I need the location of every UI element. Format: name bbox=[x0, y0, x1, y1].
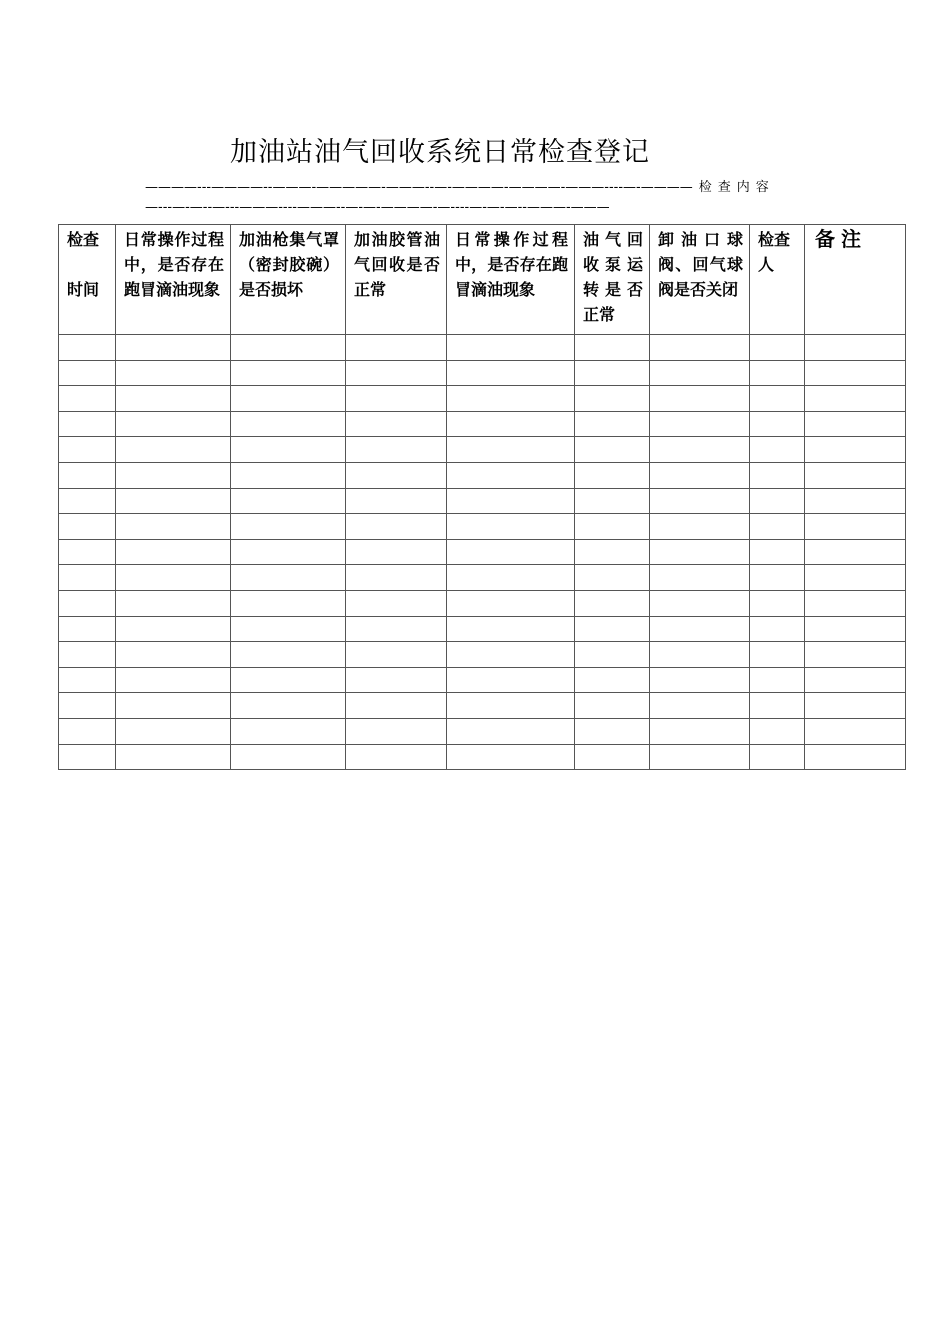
table-cell[interactable] bbox=[116, 667, 231, 693]
table-row bbox=[59, 335, 906, 361]
table-row bbox=[59, 565, 906, 591]
table-cell[interactable] bbox=[650, 642, 750, 668]
table-cell[interactable] bbox=[231, 488, 346, 514]
header-recovery-pump: 油气回收泵运转是否正常 bbox=[575, 225, 650, 335]
table-cell[interactable] bbox=[447, 642, 575, 668]
table-cell[interactable] bbox=[231, 539, 346, 565]
table-body bbox=[59, 335, 906, 770]
table-cell[interactable] bbox=[231, 744, 346, 770]
table-row bbox=[59, 360, 906, 386]
table-cell[interactable] bbox=[346, 744, 447, 770]
table-cell[interactable] bbox=[575, 693, 650, 719]
table-cell[interactable] bbox=[116, 411, 231, 437]
table-cell[interactable] bbox=[575, 386, 650, 412]
table-cell[interactable] bbox=[575, 718, 650, 744]
table-cell[interactable] bbox=[650, 462, 750, 488]
table-cell[interactable] bbox=[650, 335, 750, 361]
table-cell[interactable] bbox=[346, 539, 447, 565]
table-row bbox=[59, 616, 906, 642]
table-cell[interactable] bbox=[346, 693, 447, 719]
table-cell[interactable] bbox=[116, 744, 231, 770]
table-cell[interactable] bbox=[116, 693, 231, 719]
table-cell[interactable] bbox=[116, 616, 231, 642]
table-row bbox=[59, 667, 906, 693]
table-cell[interactable] bbox=[575, 642, 650, 668]
subtitle-inspection-content: 检查内容 bbox=[698, 180, 775, 195]
table-cell[interactable] bbox=[650, 360, 750, 386]
table-row bbox=[59, 718, 906, 744]
table-cell[interactable] bbox=[59, 565, 116, 591]
table-cell[interactable] bbox=[346, 437, 447, 463]
table-cell[interactable] bbox=[805, 667, 906, 693]
table-cell[interactable] bbox=[750, 667, 805, 693]
table-cell[interactable] bbox=[750, 488, 805, 514]
table-cell[interactable] bbox=[447, 693, 575, 719]
table-cell[interactable] bbox=[346, 718, 447, 744]
table-cell[interactable] bbox=[447, 718, 575, 744]
table-cell[interactable] bbox=[346, 642, 447, 668]
table-cell[interactable] bbox=[231, 565, 346, 591]
table-cell[interactable] bbox=[805, 642, 906, 668]
table-cell[interactable] bbox=[116, 437, 231, 463]
table-cell[interactable] bbox=[59, 744, 116, 770]
table-cell[interactable] bbox=[231, 693, 346, 719]
table-cell[interactable] bbox=[231, 386, 346, 412]
table-cell[interactable] bbox=[116, 539, 231, 565]
table-cell[interactable] bbox=[59, 642, 116, 668]
table-cell[interactable] bbox=[750, 335, 805, 361]
table-cell[interactable] bbox=[805, 616, 906, 642]
table-cell[interactable] bbox=[650, 693, 750, 719]
table-cell[interactable] bbox=[750, 642, 805, 668]
table-cell[interactable] bbox=[116, 386, 231, 412]
table-cell[interactable] bbox=[575, 744, 650, 770]
table-cell[interactable] bbox=[750, 565, 805, 591]
table-cell[interactable] bbox=[59, 514, 116, 540]
separator-line-2: —---—-—--—---———----———--—-—-————-—----—-—-—--———-——— bbox=[145, 200, 610, 215]
table-cell[interactable] bbox=[750, 718, 805, 744]
table-cell[interactable] bbox=[805, 437, 906, 463]
table-cell[interactable] bbox=[575, 335, 650, 361]
table-cell[interactable] bbox=[59, 616, 116, 642]
table-cell[interactable] bbox=[805, 488, 906, 514]
table-cell[interactable] bbox=[116, 718, 231, 744]
table-cell[interactable] bbox=[575, 565, 650, 591]
table-cell[interactable] bbox=[650, 437, 750, 463]
header-nozzle-vapor-cover: 加油枪集气罩（密封胶碗）是否损坏 bbox=[231, 225, 346, 335]
table-cell[interactable] bbox=[59, 718, 116, 744]
table-cell[interactable] bbox=[346, 565, 447, 591]
table-cell[interactable] bbox=[59, 462, 116, 488]
table-cell[interactable] bbox=[447, 335, 575, 361]
table-cell[interactable] bbox=[231, 718, 346, 744]
table-row bbox=[59, 744, 906, 770]
table-cell[interactable] bbox=[59, 539, 116, 565]
table-cell[interactable] bbox=[346, 386, 447, 412]
header-inspection-time bbox=[59, 225, 116, 335]
table-cell[interactable] bbox=[650, 565, 750, 591]
table-cell[interactable] bbox=[59, 411, 116, 437]
table-cell[interactable] bbox=[346, 488, 447, 514]
table-cell[interactable] bbox=[805, 335, 906, 361]
table-cell[interactable] bbox=[575, 462, 650, 488]
table-cell[interactable] bbox=[59, 488, 116, 514]
table-cell[interactable] bbox=[650, 488, 750, 514]
table-row bbox=[59, 437, 906, 463]
table-cell[interactable] bbox=[750, 386, 805, 412]
table-cell[interactable] bbox=[447, 488, 575, 514]
table-cell[interactable] bbox=[575, 667, 650, 693]
table-cell[interactable] bbox=[650, 411, 750, 437]
table-cell[interactable] bbox=[650, 386, 750, 412]
table-cell[interactable] bbox=[447, 386, 575, 412]
table-cell[interactable] bbox=[750, 590, 805, 616]
table-row bbox=[59, 514, 906, 540]
table-cell[interactable] bbox=[346, 411, 447, 437]
table-cell[interactable] bbox=[575, 411, 650, 437]
table-cell[interactable] bbox=[650, 667, 750, 693]
table-row bbox=[59, 590, 906, 616]
table-cell[interactable] bbox=[346, 462, 447, 488]
table-cell[interactable] bbox=[447, 360, 575, 386]
table-cell[interactable] bbox=[750, 744, 805, 770]
page-title: 加油站油气回收系统日常检查登记 bbox=[230, 137, 650, 168]
header-inspection-time-label: 检查 时间 bbox=[67, 230, 100, 299]
table-row bbox=[59, 411, 906, 437]
table-cell[interactable] bbox=[346, 360, 447, 386]
table-cell[interactable] bbox=[575, 616, 650, 642]
table-cell[interactable] bbox=[447, 437, 575, 463]
header-unloading-valve: 卸油口球阀、回气球阀是否关闭 bbox=[650, 225, 750, 335]
table-cell[interactable] bbox=[805, 411, 906, 437]
table-cell[interactable] bbox=[805, 514, 906, 540]
table-cell[interactable] bbox=[231, 642, 346, 668]
table-row bbox=[59, 488, 906, 514]
table-cell[interactable] bbox=[346, 335, 447, 361]
table-cell[interactable] bbox=[750, 411, 805, 437]
table-row bbox=[59, 386, 906, 412]
table-cell[interactable] bbox=[805, 386, 906, 412]
table-cell[interactable] bbox=[750, 360, 805, 386]
table-cell[interactable] bbox=[750, 437, 805, 463]
table-header-row bbox=[59, 225, 906, 335]
table-cell[interactable] bbox=[231, 335, 346, 361]
table-cell[interactable] bbox=[575, 514, 650, 540]
table-cell[interactable] bbox=[650, 718, 750, 744]
table-cell[interactable] bbox=[231, 667, 346, 693]
table-cell[interactable] bbox=[116, 462, 231, 488]
table-cell[interactable] bbox=[231, 437, 346, 463]
table-row bbox=[59, 462, 906, 488]
header-notes: 备注 bbox=[805, 225, 906, 335]
table-cell[interactable] bbox=[447, 539, 575, 565]
table-cell[interactable] bbox=[231, 360, 346, 386]
table-cell[interactable] bbox=[805, 693, 906, 719]
table-cell[interactable] bbox=[346, 590, 447, 616]
table-cell[interactable] bbox=[575, 590, 650, 616]
table-cell[interactable] bbox=[447, 565, 575, 591]
table-cell[interactable] bbox=[231, 616, 346, 642]
table-cell[interactable] bbox=[231, 514, 346, 540]
table-cell[interactable] bbox=[116, 360, 231, 386]
separator-dashes-1: ————---————--———-—————-———--—-————-————-———----—-———— bbox=[145, 180, 693, 195]
table-cell[interactable] bbox=[805, 565, 906, 591]
table-cell[interactable] bbox=[650, 539, 750, 565]
table-cell[interactable] bbox=[346, 514, 447, 540]
header-daily-operation-leak: 日常操作过程中，是否存在跑冒滴油现象 bbox=[116, 225, 231, 335]
table-cell[interactable] bbox=[59, 693, 116, 719]
table-cell[interactable] bbox=[231, 411, 346, 437]
separator-line-1 bbox=[145, 176, 815, 195]
table-cell[interactable] bbox=[116, 642, 231, 668]
table-cell[interactable] bbox=[59, 590, 116, 616]
table-cell[interactable] bbox=[116, 590, 231, 616]
table-cell[interactable] bbox=[650, 514, 750, 540]
table-cell[interactable] bbox=[575, 488, 650, 514]
table-cell[interactable] bbox=[447, 590, 575, 616]
table-cell[interactable] bbox=[59, 437, 116, 463]
table-row bbox=[59, 539, 906, 565]
inspection-log-table bbox=[58, 224, 906, 770]
table-row bbox=[59, 693, 906, 719]
header-daily-operation-leak-2: 日常操作过程中，是否存在跑冒滴油现象 bbox=[447, 225, 575, 335]
table-cell[interactable] bbox=[575, 360, 650, 386]
table-cell[interactable] bbox=[805, 539, 906, 565]
table-cell[interactable] bbox=[575, 437, 650, 463]
table-cell[interactable] bbox=[447, 744, 575, 770]
table-cell[interactable] bbox=[447, 667, 575, 693]
table-cell[interactable] bbox=[805, 462, 906, 488]
table-cell[interactable] bbox=[231, 462, 346, 488]
table-row bbox=[59, 642, 906, 668]
table-cell[interactable] bbox=[805, 590, 906, 616]
table-cell[interactable] bbox=[116, 514, 231, 540]
table-cell[interactable] bbox=[231, 590, 346, 616]
table-cell[interactable] bbox=[346, 616, 447, 642]
table-cell[interactable] bbox=[750, 462, 805, 488]
table-cell[interactable] bbox=[650, 616, 750, 642]
table-cell[interactable] bbox=[805, 360, 906, 386]
table-cell[interactable] bbox=[346, 667, 447, 693]
table-cell[interactable] bbox=[750, 693, 805, 719]
table-cell[interactable] bbox=[116, 565, 231, 591]
table-cell[interactable] bbox=[59, 667, 116, 693]
table-cell[interactable] bbox=[59, 386, 116, 412]
table-cell[interactable] bbox=[650, 744, 750, 770]
table-cell[interactable] bbox=[750, 514, 805, 540]
table-cell[interactable] bbox=[650, 590, 750, 616]
table-cell[interactable] bbox=[116, 488, 231, 514]
table-cell[interactable] bbox=[59, 335, 116, 361]
table-cell[interactable] bbox=[750, 539, 805, 565]
table-cell[interactable] bbox=[575, 539, 650, 565]
header-hose-vapor-recovery: 加油胶管油气回收是否正常 bbox=[346, 225, 447, 335]
table-cell[interactable] bbox=[750, 616, 805, 642]
table-cell[interactable] bbox=[447, 616, 575, 642]
table-cell[interactable] bbox=[805, 718, 906, 744]
table-cell[interactable] bbox=[805, 744, 906, 770]
table-cell[interactable] bbox=[116, 335, 231, 361]
table-cell[interactable] bbox=[447, 411, 575, 437]
table-cell[interactable] bbox=[447, 514, 575, 540]
table-cell[interactable] bbox=[59, 360, 116, 386]
header-inspector: 检查人 bbox=[750, 225, 805, 335]
table-cell[interactable] bbox=[447, 462, 575, 488]
